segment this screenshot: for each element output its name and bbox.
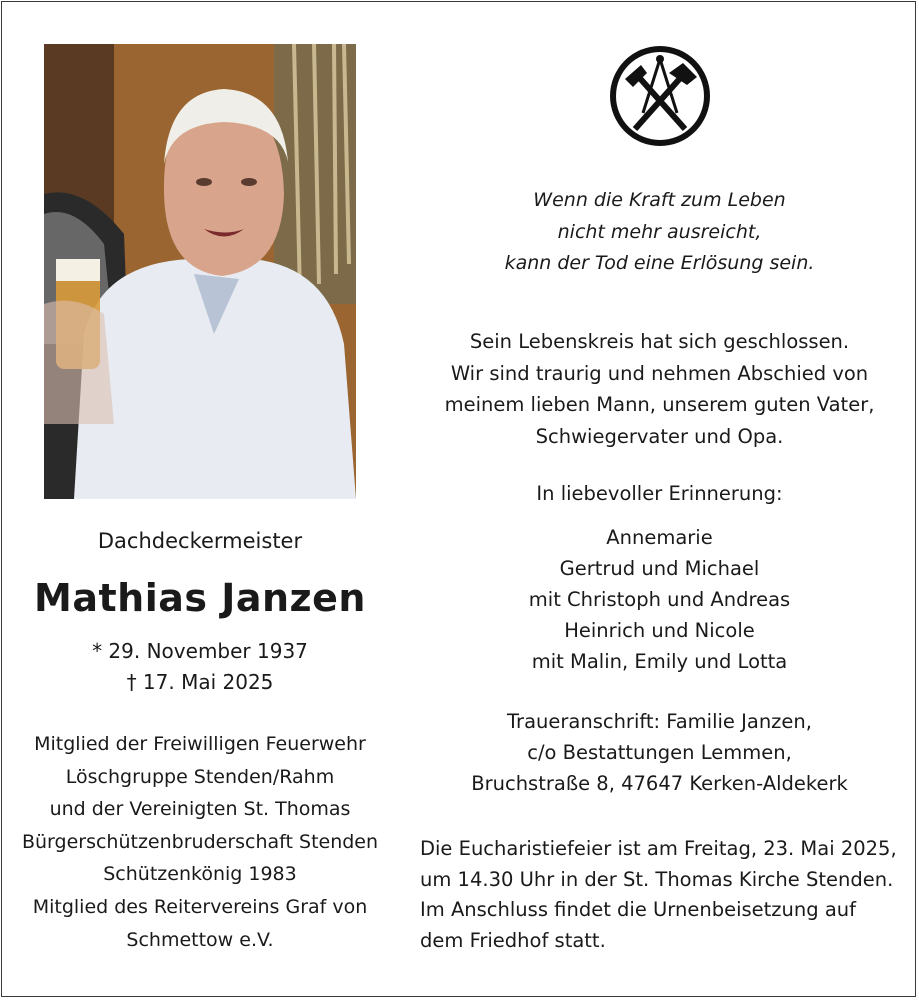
occupation-title: Dachdeckermeister <box>97 529 303 553</box>
service-line: Die Eucharistiefeier ist am Freitag, 23. Mai 2025, <box>420 837 897 860</box>
membership-line: Schmettow e.V. <box>126 928 274 951</box>
remembrance-heading <box>400 478 919 509</box>
service-details <box>420 834 900 956</box>
remembrance-text: In liebevoller Erinnerung: <box>536 482 783 505</box>
service-line: Im Anschluss findet die Urnenbeisetzung auf <box>420 898 856 921</box>
address-line: Traueranschrift: Familie Janzen, <box>507 710 812 733</box>
membership-line: Mitglied der Freiwilligen Feuerwehr <box>34 733 366 755</box>
quote-line: kann der Tod eine Erlösung sein. <box>504 252 815 274</box>
family-member: mit Malin, Emily und Lotta <box>531 650 788 673</box>
family-member: mit Christoph und Andreas <box>528 588 791 611</box>
membership-line: Bürgerschützenbruderschaft Stenden <box>21 830 379 853</box>
quote-line: Wenn die Kraft zum Leben <box>533 189 786 211</box>
address-line: c/o Bestattungen Lemmen, <box>527 741 792 764</box>
announcement-line: Wir sind traurig und nehmen Abschied von <box>450 361 869 385</box>
family-list <box>400 522 919 677</box>
deceased-name: Mathias Janzen <box>34 576 366 620</box>
address-line: Bruchstraße 8, 47647 Kerken-Aldekerk <box>471 772 848 795</box>
membership-line: Mitglied des Reitervereins Graf von <box>32 895 368 918</box>
death-date: † 17. Mai 2025 <box>126 670 274 694</box>
family-member: Heinrich und Nicole <box>564 619 755 642</box>
announcement-line: meinem lieben Mann, unserem guten Vater, <box>444 393 875 416</box>
memorial-quote <box>400 185 919 280</box>
memberships-list <box>0 728 400 956</box>
life-dates <box>0 636 400 698</box>
membership-line: und der Vereinigten St. Thomas <box>49 798 351 821</box>
mourning-address <box>400 706 919 799</box>
announcement-line: Schwiegervater und Opa. <box>535 424 784 448</box>
membership-line: Schützenkönig 1983 <box>103 863 297 886</box>
announcement <box>400 326 919 452</box>
service-line: um 14.30 Uhr in der St. Thomas Kirche Stenden. <box>420 867 894 891</box>
roofer-guild-emblem-icon <box>607 43 713 149</box>
announcement-line: Sein Lebenskreis hat sich geschlossen. <box>469 330 850 353</box>
quote-line: nicht mehr ausreicht, <box>557 220 762 243</box>
portrait-photo <box>44 44 356 499</box>
membership-line: Löschgruppe Stenden/Rahm <box>65 765 335 788</box>
family-member: Gertrud und Michael <box>559 557 760 580</box>
birth-date: * 29. November 1937 <box>92 639 308 663</box>
family-member: Annemarie <box>606 526 713 549</box>
service-line: dem Friedhof statt. <box>420 928 606 952</box>
